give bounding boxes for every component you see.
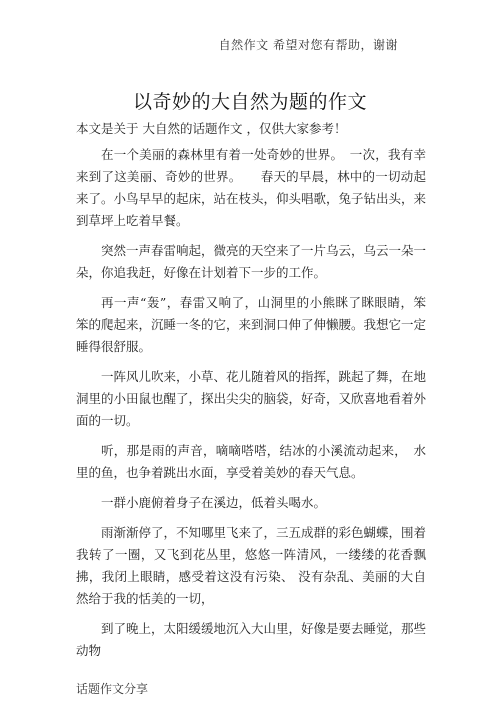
footer-note: 话题作文分享 xyxy=(76,682,149,696)
paragraph-3: 再一声“轰”，春雷又响了，山洞里的小熊眯了眯眼睛，笨笨的爬起来，沉睡一冬的它，来到洞口伸了伸懒腰。我想它一定睡得很舒服。 xyxy=(76,295,427,354)
paragraph-4: 一阵风儿吹来，小草、花儿随着风的指挥，跳起了舞，在地洞里的小田鼠也醒了，探出尖尖的脑袋，好奇，又欣喜地看着外面的一切。 xyxy=(76,369,427,428)
article-intro: 本文是关于 大自然的话题作文 ，仅供大家参考！ xyxy=(76,121,347,136)
header-note: 自然作文 希望对您有帮助，谢谢 xyxy=(218,38,398,52)
page-title: 以奇妙的大自然为题的作文 xyxy=(132,90,367,113)
paragraph-1: 在一个美丽的森林里有着一处奇妙的世界。 一次，我有幸来到了这美丽、奇妙的世界。 春天的早晨，林中的一切动起来了。小鸟早早的起床，站在枝头，仰头唱歌，兔子钻出头，来到草坪上吃着早餐。 xyxy=(76,147,427,228)
paragraph-6: 一群小鹿俯着身子在溪边，低着头喝水。 xyxy=(101,495,327,510)
paragraph-8: 到了晚上，太阳缓缓地沉入大山里，好像是要去睡觉，那些动物 xyxy=(76,621,427,658)
article-body xyxy=(76,118,426,670)
paragraph-7: 雨渐渐停了，不知哪里飞来了，三五成群的彩色蝴蝶，围着我转了一圈，又飞到花丛里，悠悠一阵清风，一缕缕的花香飘拂，我闭上眼睛，感受着这没有污染、 没有杂乱、美丽的大自然给于我的恬美的一切， xyxy=(76,525,427,606)
paragraph-5: 听，那是雨的声音，嘀嘀嗒嗒，结冰的小溪流动起来， 水里的鱼，也争着跳出水面，享受着美妙的春天气息。 xyxy=(76,443,426,480)
paragraph-2: 突然一声春雷响起，微亮的天空来了一片乌云，乌云一朵一朵，你追我赶，好像在计划着下一步的工作。 xyxy=(76,243,427,280)
